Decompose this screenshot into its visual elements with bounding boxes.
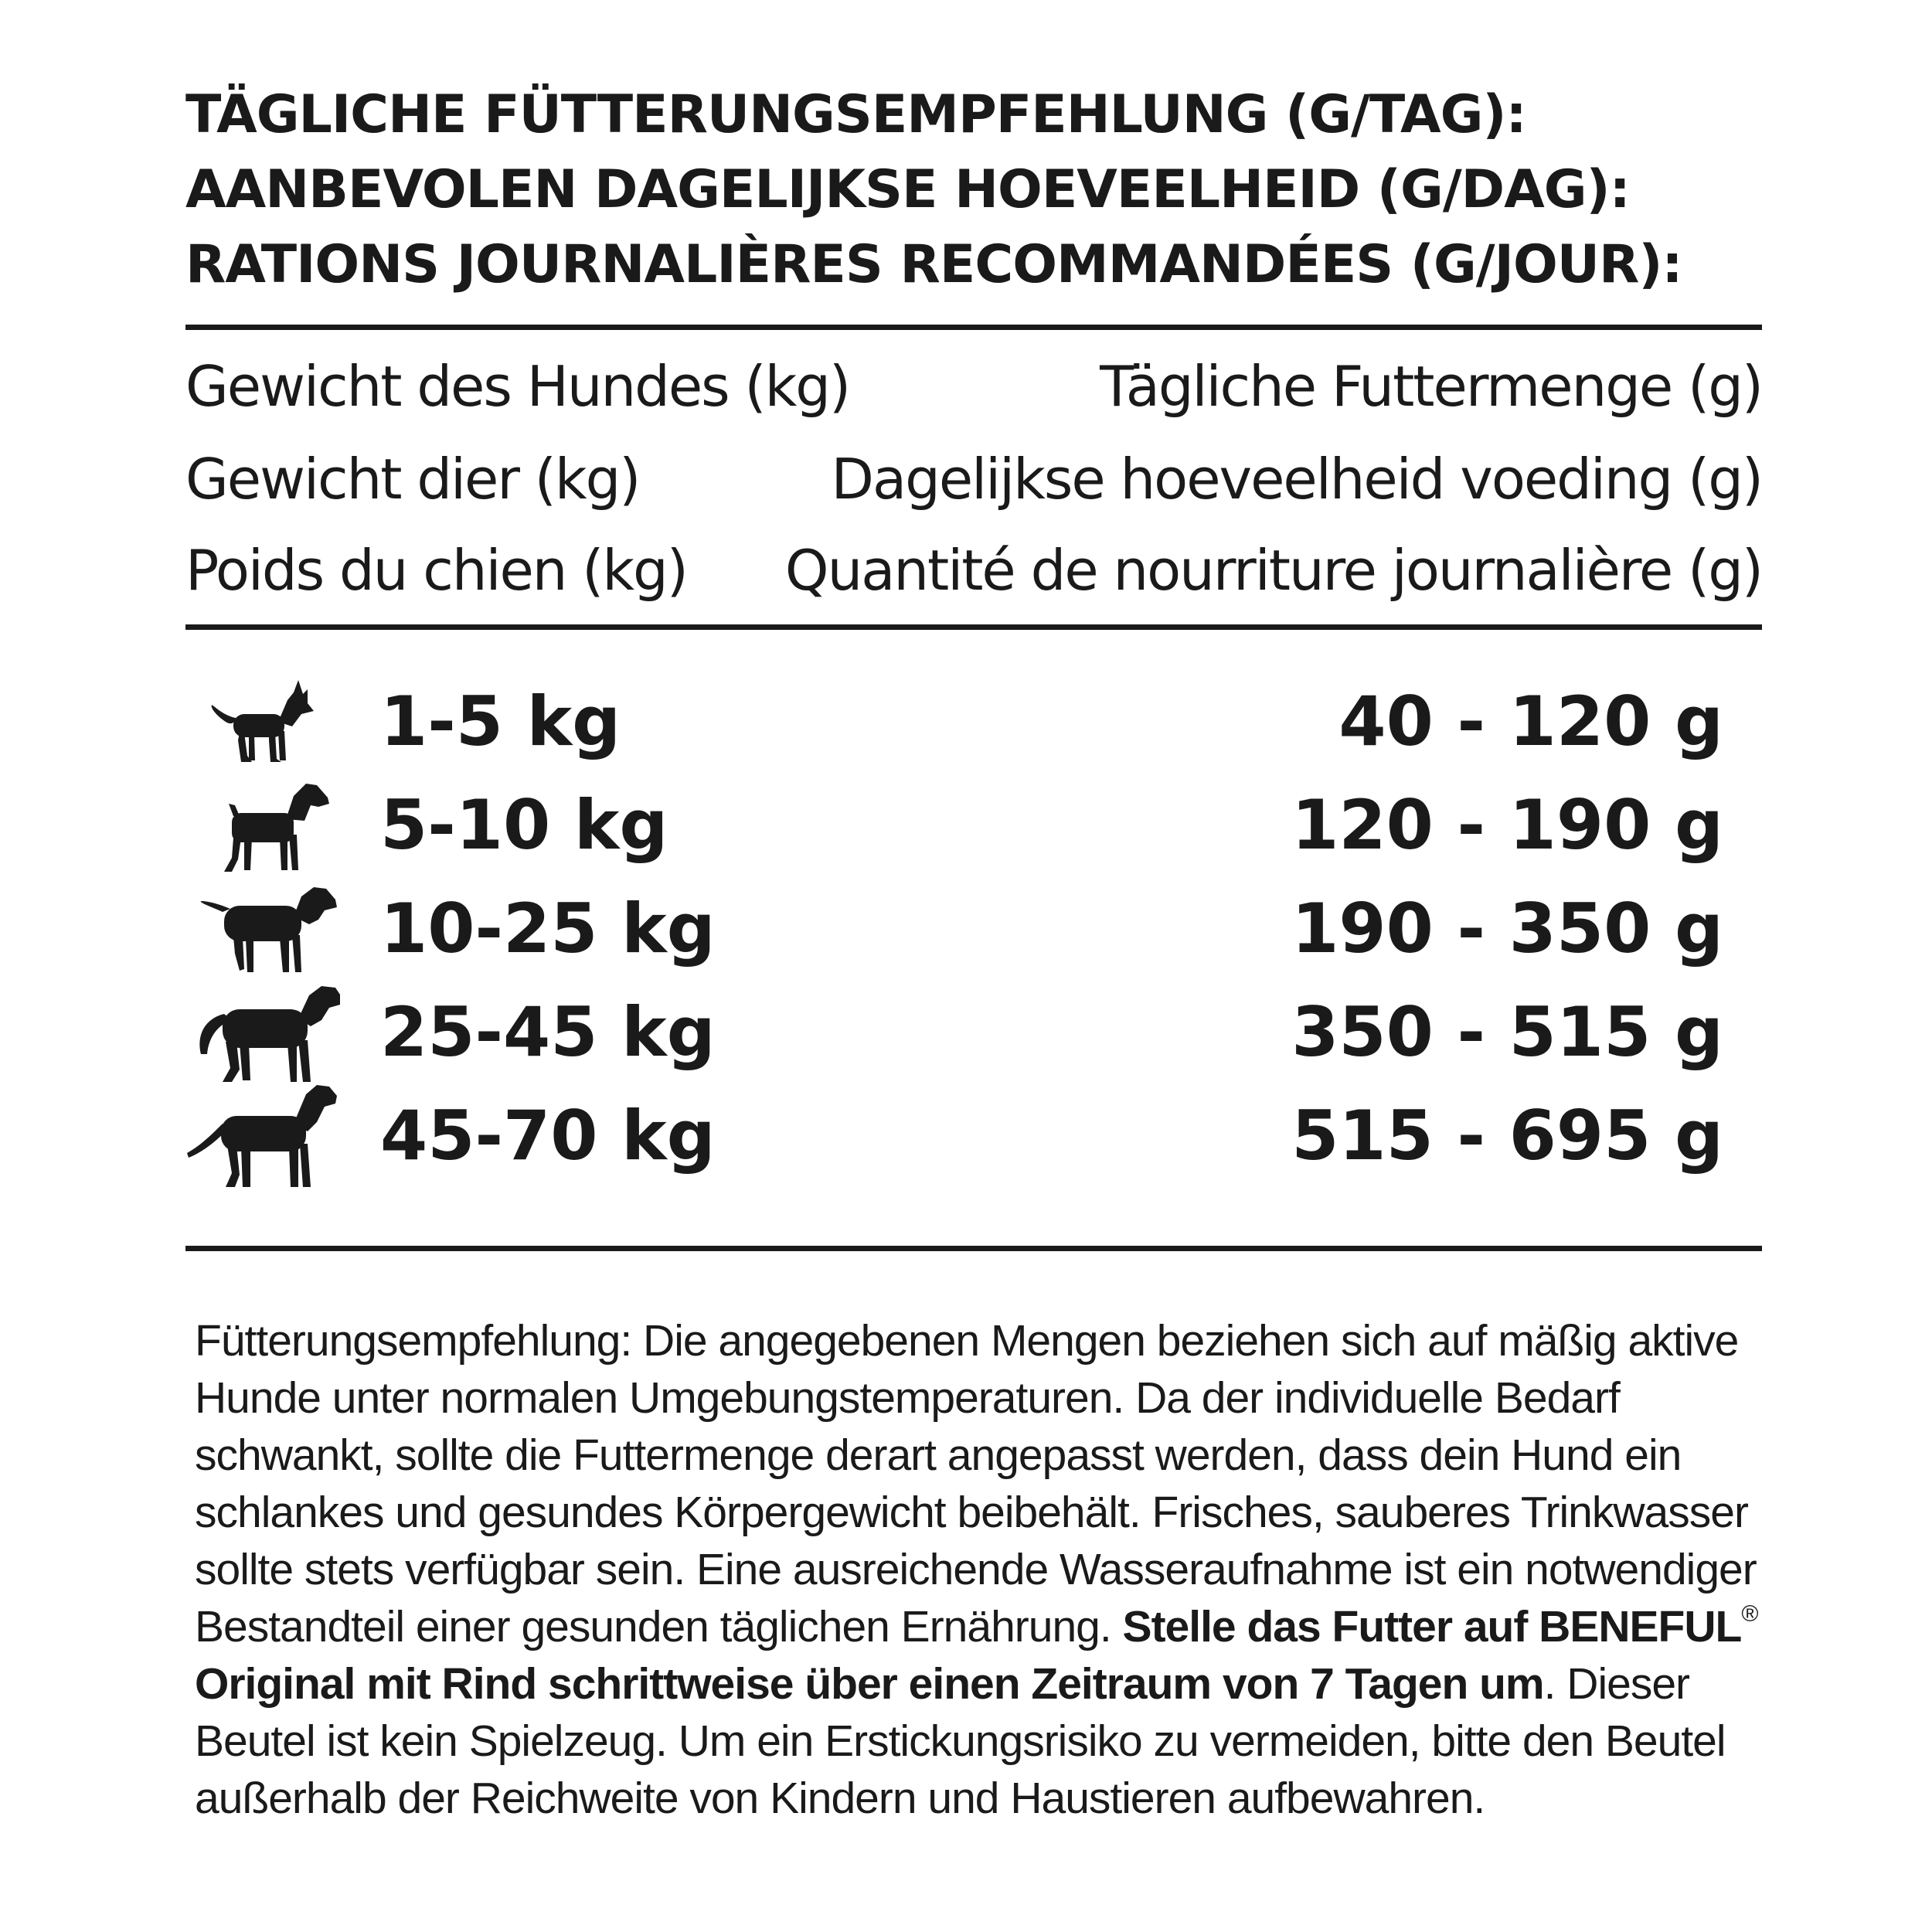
heading-nl: AANBEVOLEN DAGELIJKSE HOEVEELHEID (G/DAG): <box>185 159 1630 220</box>
table-row <box>178 876 1723 981</box>
feeding-note <box>195 1312 1764 1827</box>
weight-range: 1-5 kg <box>380 682 621 761</box>
weight-range: 5-10 kg <box>380 785 668 865</box>
weight-range: 45-70 kg <box>380 1096 716 1175</box>
small-dog-icon <box>178 773 340 878</box>
daily-amount: 350 - 515 g <box>1291 992 1723 1072</box>
daily-amount: 40 - 120 g <box>1338 682 1723 761</box>
heading-fr: RATIONS JOURNALIÈRES RECOMMANDÉES (G/JOUR): <box>185 234 1682 295</box>
table-row <box>178 773 1723 878</box>
medium-dog-icon <box>178 876 340 981</box>
toy-dog-icon <box>178 669 340 774</box>
daily-amount: 120 - 190 g <box>1291 785 1723 865</box>
weight-range: 25-45 kg <box>380 992 716 1072</box>
column-header-amount: Dagelijkse hoeveelheid voeding (g) <box>831 447 1762 512</box>
table-row <box>178 980 1723 1085</box>
note-text: . Dieser Beutel ist kein Spielzeug. Um ein Erstickungsrisiko zu vermeiden, bitte den Beutel außerhalb der Reichweite von Kindern und Haustieren aufbewahren. <box>195 1659 1726 1823</box>
column-header-weight: Gewicht des Hundes (kg) <box>185 354 850 419</box>
divider-middle <box>185 624 1762 630</box>
headings <box>185 77 1770 302</box>
column-header-amount: Quantité de nourriture journalière (g) <box>784 538 1762 603</box>
note-bold-text: Original mit Rind schrittweise über einen Zeitraum von 7 Tagen um <box>195 1659 1544 1709</box>
column-header-weight: Gewicht dier (kg) <box>185 447 640 512</box>
divider-bottom <box>185 1246 1762 1251</box>
large-dog-icon <box>178 980 340 1085</box>
heading-de: TÄGLICHE FÜTTERUNGSEMPFEHLUNG (G/TAG): <box>185 84 1526 145</box>
table-row <box>178 669 1723 774</box>
daily-amount: 515 - 695 g <box>1291 1096 1723 1175</box>
column-header-weight: Poids du chien (kg) <box>185 538 687 603</box>
registered-mark: ® <box>1741 1601 1758 1627</box>
column-header-de <box>185 340 1762 433</box>
column-header-amount: Tägliche Futtermenge (g) <box>1100 354 1762 419</box>
column-header-nl <box>185 433 1762 526</box>
note-text: Fütterungsempfehlung: Die angegebenen Mengen beziehen sich auf mäßig aktive Hunde unter normalen Umgebungstemperaturen. Da der individuelle Bedarf schwankt, sollte die Futtermenge derart angepasst werden, dass dein Hund ein schlankes und gesundes Körpergewicht beibehält. Frisches, sauberes Trinkwasser sollte stets verfügbar sein. Eine ausreichende Wasseraufnahme ist ein notwendiger Bestandteil einer gesunden täglichen Ernährung. <box>195 1316 1757 1651</box>
daily-amount: 190 - 350 g <box>1291 889 1723 968</box>
weight-range: 10-25 kg <box>380 889 716 968</box>
note-bold-text: Stelle das Futter auf BENEFUL <box>1122 1602 1742 1651</box>
divider-top <box>185 325 1762 330</box>
column-header-fr <box>185 524 1762 617</box>
giant-dog-icon <box>178 1083 340 1189</box>
table-row <box>178 1083 1723 1189</box>
